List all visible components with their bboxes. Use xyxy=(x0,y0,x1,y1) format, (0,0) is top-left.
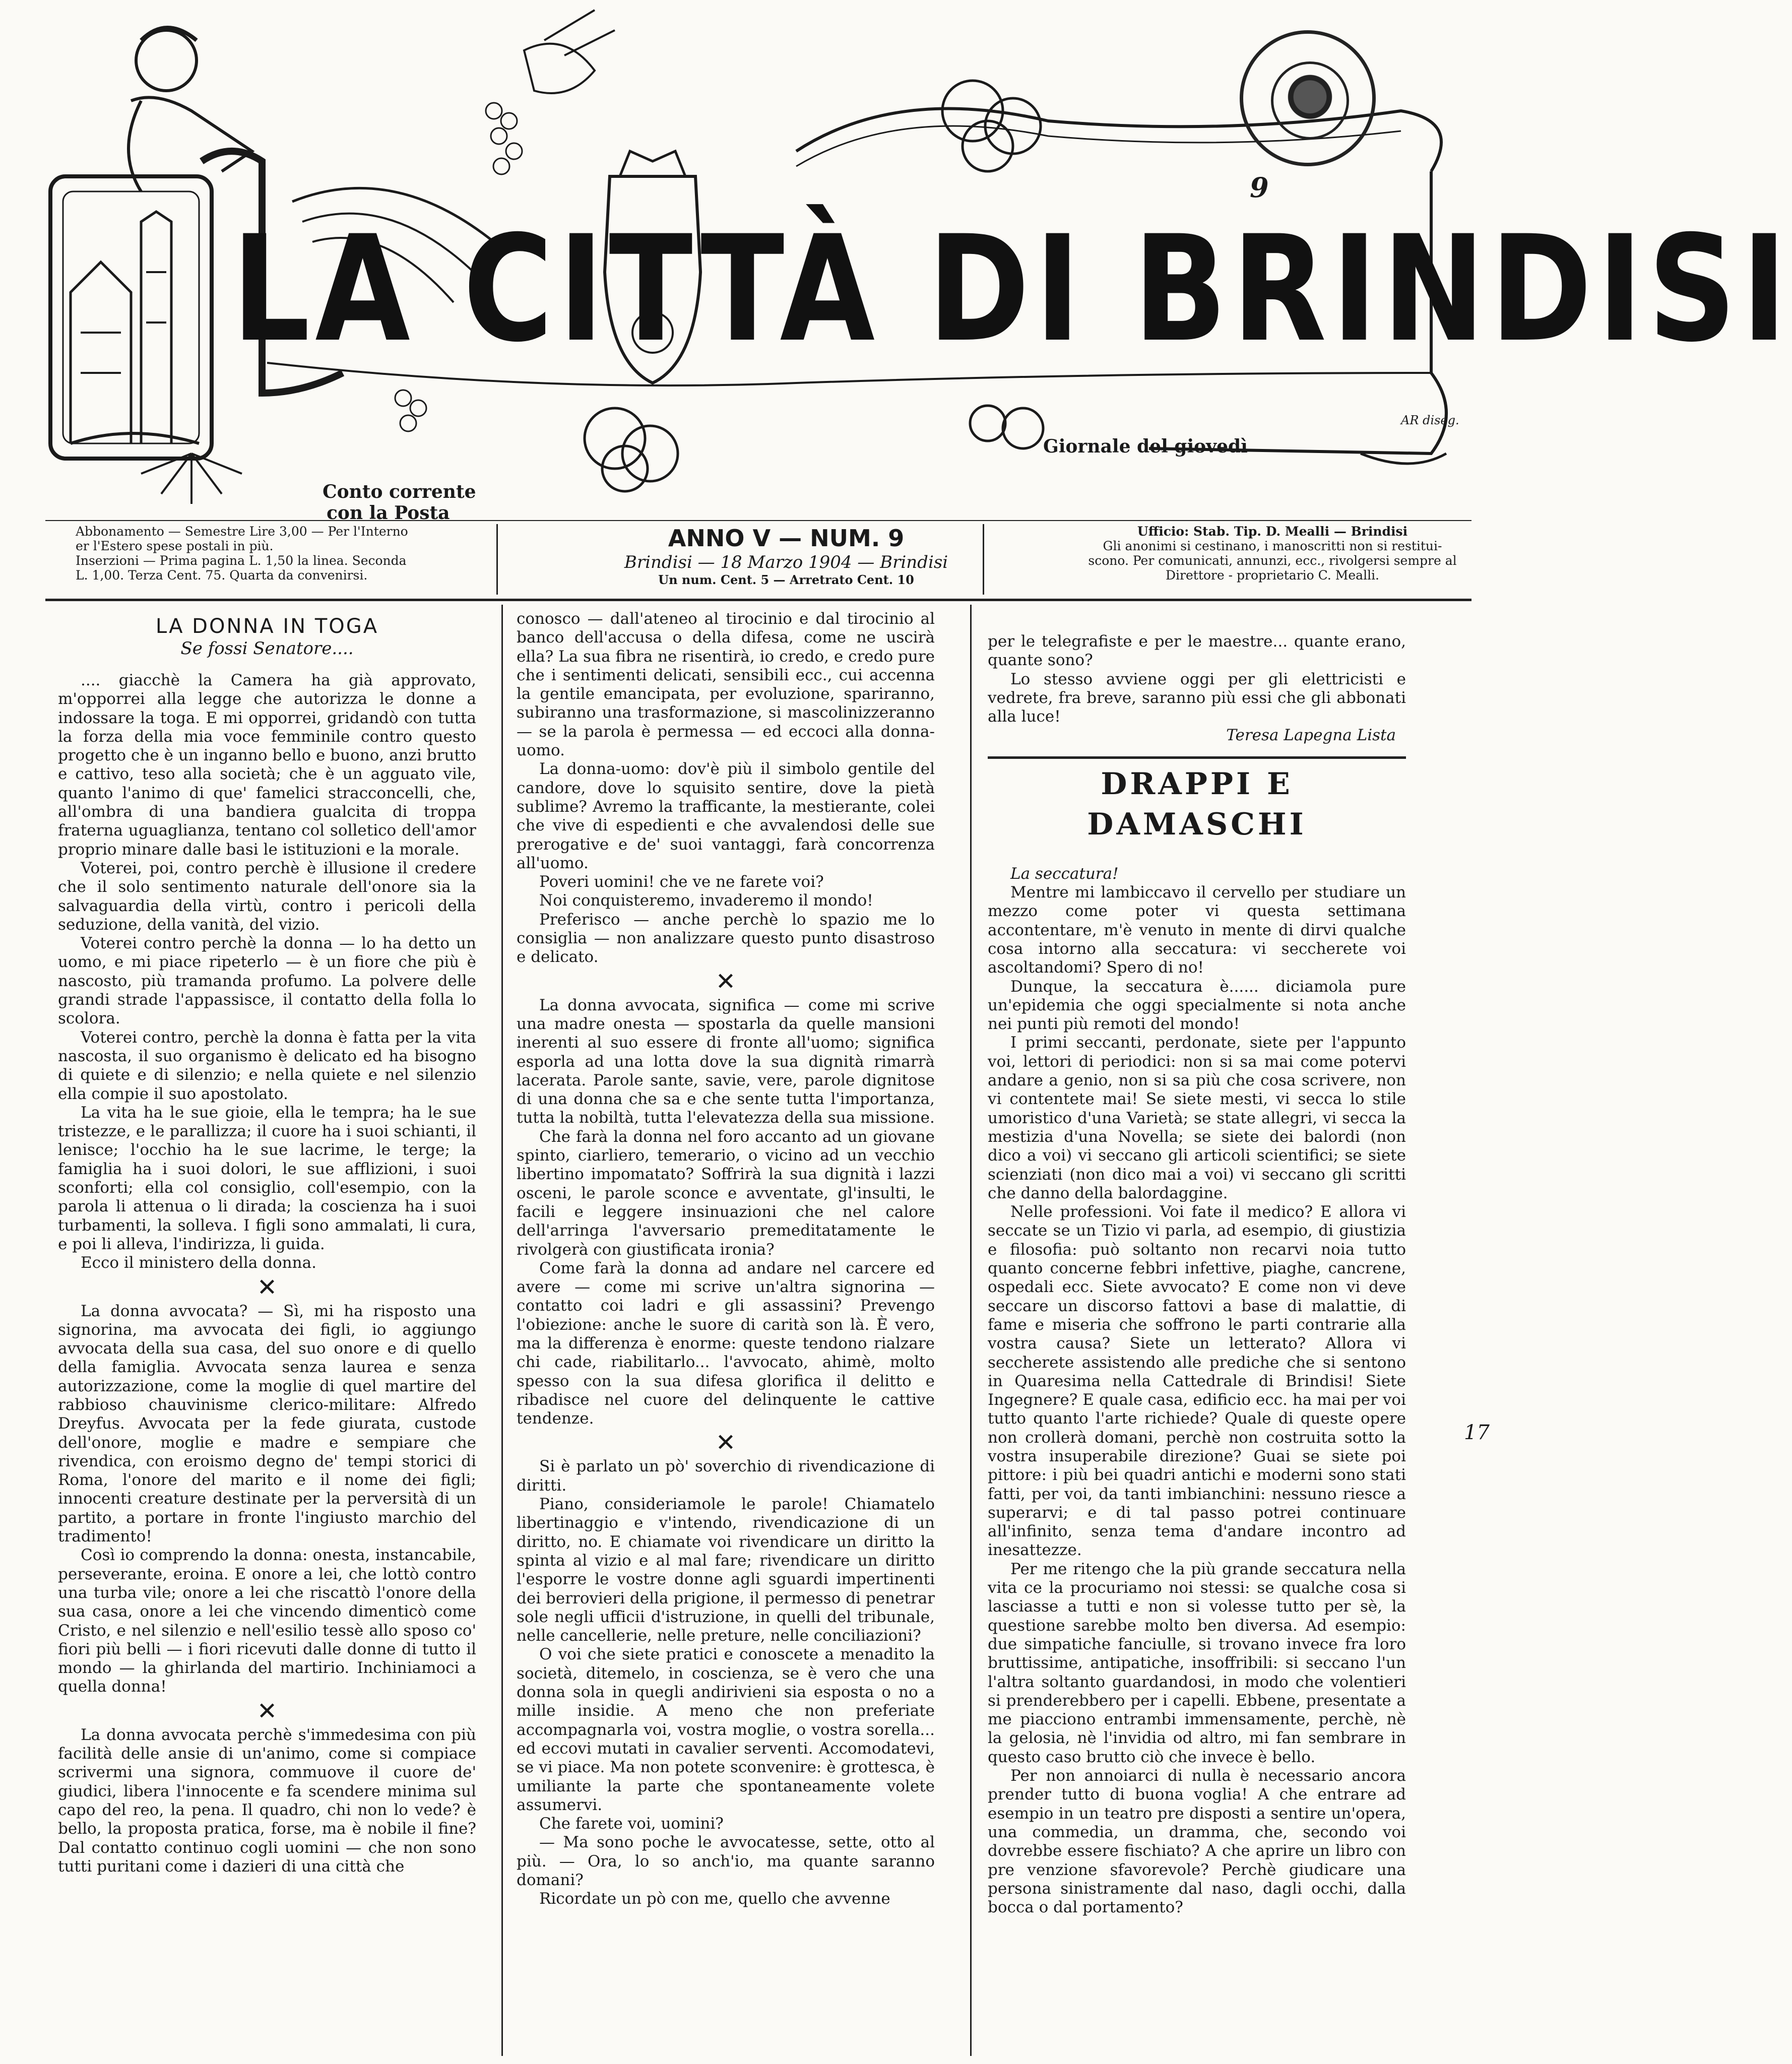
column-1 xyxy=(58,610,476,1876)
issue-number: ANNO V — NUM. 9 xyxy=(668,525,905,552)
newspaper-subtitle: Giornale del giovedì xyxy=(1043,436,1248,457)
paragraph: I primi seccanti, perdonate, siete per l'appunto voi, lettori di periodici: non si sa mai come potervi andare a genio, non si sa più che cosa scrivere, non vi contentete mai! Se siete mesti, vi secca lo stile umoristico d'una Varietà; se state allegri, vi secca la mestizia d'una Novella; se siete dei balordi (non dico a voi) vi seccano gli articoli scientifici; se siete scienziati (non dico mai a voi) vi seccano gli scritti che danno della balordaggine. xyxy=(988,1034,1406,1202)
paragraph: La donna avvocata perchè s'immedesima con più facilità delle ansie di un'animo, come si compiace scrivermi una signora, commuove il cuore de' giudici, libera l'innocente e fa scendere minima sul capo del reo, la pena. Il quadro, chi non lo vede? è bello, la proposta pratica, forse, ma è nobile il fine? Dal contatto continuo cogli uomini — che non sono tutti puritani come i dazieri di una città che xyxy=(58,1725,476,1876)
paragraph: — Ma sono poche le avvocatesse, sette, otto al più. — Ora, lo so anch'io, ma quante saranno domani? xyxy=(517,1833,935,1889)
dateline: Brindisi — 18 Marzo 1904 — Brindisi xyxy=(624,552,948,572)
handwritten-margin-note: 17 xyxy=(1464,1421,1490,1444)
paragraph: Lo stesso avviene oggi per gli elettricisti e vedrete, fra breve, saranno più essi che gli abbonati alla luce! xyxy=(988,670,1406,726)
newspaper-title: LA CITTÀ DI BRINDISI xyxy=(232,205,1792,374)
column-rule xyxy=(501,605,503,2056)
column-2 xyxy=(517,610,935,1909)
article-subtitle: Se fossi Senatore.... xyxy=(180,638,354,659)
paragraph: Ricordate un pò con me, quello che avvenne xyxy=(539,1890,890,1908)
subscription-info: Abbonamento — Semestre Lire 3,00 — Per l'Interno er l'Estero spese postali in più. Inserzioni — Prima pagina L. 1,50 la linea. Seconda L. 1,00. Terza Cent. 75. Quarta da convenirsi. xyxy=(76,524,408,583)
paragraph: Per non annoiarci di nulla è necessario ancora prender tutto di buona voglia! A che entrare ad esempio in un teatro pre disposti a sentire un'opera, una commedia, un dramma, che, secondo voi dovrebbe essere fischiato? A che aprire un libro con pre venzione sfavorevole? Perchè giudicare una persona sinistramente dal naso, dagli occhi, dalla bocca o dal portamento? xyxy=(988,1767,1406,1917)
section-separator-icon: ✕ xyxy=(257,1273,278,1302)
column-title: DRAPPI E DAMASCHI xyxy=(988,756,1406,845)
paragraph: La donna avvocata, significa — come mi scrive una madre onesta — spostarla da quelle mansioni inerenti al suo essere di fronte all'uomo; significa esporla ad una lotta dove la sua dignità rimarrà lacerata. Parole sante, savie, vere, parole dignitose di una donna che sa e che sente tutta l'importanza, tutta la nobiltà, tutta l'elevatezza della sua missione. xyxy=(517,996,935,1127)
paragraph: O voi che siete pratici e conoscete a menadito la società, ditemelo, in coscienza, se è vero che una donna sola in quegli andirivieni sia esposta o no a mille insidie. A meno che non preferiate accompagnarla voi, vostra moglie, o vostra sorella... ed eccovi mutati in cavalier serventi. Accomodatevi, se vi piace. Ma non potete sconvenire: è grottesca, è umiliante la parte che spontaneamente volete assumervi. xyxy=(517,1645,935,1814)
paragraph: La vita ha le sue gioie, ella le tempra; ha le sue tristezze, e le parallizza; il cuore ha i suoi schianti, il lenisce; l'occhio ha le sue lacrime, le terge; la famiglia ha i suoi dolori, le sue afflizioni, i suoi sconforti; ella col consiglio, coll'esempio, con la parola li attenua o li dirada; la coscienza ha i suoi turbamenti, la solleva. I figli sono ammalati, li cura, e poi li alleva, l'indirizza, li guida. xyxy=(58,1103,476,1253)
article-author: Teresa Lapegna Lista xyxy=(1226,726,1396,745)
paragraph: .... giacchè la Camera ha già approvato, m'opporrei alla legge che autorizza le donne a indossare la toga. E mi opporrei, gridandò con tutta la forza della mia voce femminile contro questo progetto che è un inganno bello e buono, anzi brutto e cattivo, teso alla società; che è un agguato vile, quanto l'animo di que' famelici stracconcelli, che, all'ombra di una bandiera gualcita di troppa fraterna uguaglianza, tentano col solletico dell'amor proprio minare dalle basi le istituzioni e la morale. xyxy=(58,671,476,859)
section-separator-icon: ✕ xyxy=(257,1697,278,1725)
header-rule xyxy=(45,520,1471,521)
paragraph: Poveri uomini! che ve ne farete voi? xyxy=(539,873,824,891)
paragraph: Piano, consideriamole le parole! Chiamatelo libertinaggio e v'intendo, rivendicazione di un diritto, no. E chiamate voi rivendicare un diritto la spinta al vizio e al mal fare; rivendicare un diritto l'esporre le vostre donne agli sguardi impertinenti dei berrovieri della prigione, il permesso di penetrar sole negli ufficii d'istruzione, in quelli del tribunale, nelle cancellerie, nelle preture, nelle conciliazioni? xyxy=(517,1495,935,1645)
header-double-rule xyxy=(45,599,1471,601)
info-bar xyxy=(45,524,1471,600)
paragraph: per le telegrafiste e per le maestre... quante erano, quante sono? xyxy=(988,632,1406,670)
paragraph: Per me ritengo che la più grande seccatura nella vita ce la procuriamo noi stessi: se qualche cosa si lasciasse a tutti e non si volesse tutto per sè, la questione sarebbe molto ben diversa. Ad esempio: due simpatiche fanciulle, si trovano invece fra loro bruttissime, antipatiche, insoffribili: si seccano l'un l'altra soltanto guardandosi, in modo che volentieri si prenderebbero per i capelli. Ebbene, presentate a me piacciono entrambi immensamente, perchè, nè la gelosia, nè l'invidia od altro, mi fan sembrare in questo caso brutto ciò che invece è bello. xyxy=(988,1560,1406,1766)
stamp-number: 9 xyxy=(1250,171,1269,204)
info-divider xyxy=(983,524,984,595)
price: Un num. Cent. 5 — Arretrato Cent. 10 xyxy=(658,572,914,587)
paragraph: Preferisco — anche perchè lo spazio me lo consiglia — non analizzare questo punto disastroso e delicato. xyxy=(517,910,935,966)
info-divider xyxy=(496,524,498,595)
paragraph: Nelle professioni. Voi fate il medico? E allora vi seccate se un Tizio vi parla, ad esempio, di giustizia e filosofia: può soltanto non recarvi noia tutto quanto concerne febbri infettive, piaghe, cancrene, ospedali ecc. Siete avvocato? E come non vi deve seccare un discorso fattovi a base di malattie, di fame e miseria che soffrono le parti contrarie alla vostra causa? Siete un letterato? Allora vi seccherete assistendo alle prediche che si sentono in Quaresima nella Cattedrale di Brindisi! Siete Ingegnere? E quale casa, edificio ecc. ha mai per voi tutto quanto l'arte richiede? Quale di queste opere non crollerà domani, perchè non costruita sotto la vostra insuperabile direzione? Guai se siete poi pittore: i più bei quadri antichi e moderni sono stati fatti, per voi, da tanti imbianchini: nessuno riesce a superarvi; e di tal passo potrei continuare all'infinito, senza tema d'andare incontro ad inesattezze. xyxy=(988,1203,1406,1560)
paragraph: Voterei, poi, contro perchè è illusione il credere che il solo sentimento naturale dell'onore sia la salvaguardia della virtù, contro i pericoli della seduzione, della vanità, del vizio. xyxy=(58,859,476,934)
paragraph: Dunque, la seccatura è...... diciamola pure un'epidemia che oggi specialmente si nota anche nei punti più remoti del mondo! xyxy=(988,977,1406,1034)
section-subhead: La seccatura! xyxy=(1010,864,1119,883)
column-3 xyxy=(988,632,1406,1917)
paragraph: Mentre mi lambiccavo il cervello per studiare un mezzo come poter vi questa settimana accontentare, m'è venuto in mente di dirvi qualche cosa intorno alla seccatura: vi seccherete voi ascoltandomi? Spero di no! xyxy=(988,883,1406,977)
paragraph: Così io comprendo la donna: onesta, instancabile, perseverante, eroina. E onore a lei, che lottò contro una turba vile; onore a lei che riscattò l'onore della sua casa, onore a lei che vincendo dimenticò come Cristo, e nel silenzio e nell'esilio tessè allo sposo co' fiori più belli — i fiori ricevuti dalle donne di tutto il mondo — la ghirlanda del martirio. Inchiniamoci a quella donna! xyxy=(58,1546,476,1696)
paragraph: Voterei contro, perchè la donna è fatta per la vita nascosta, il suo organismo è delicato ed ha bisogno di quiete e di silenzio; e nella quiete e nel silenzio ella compie il suo apostolato. xyxy=(58,1028,476,1103)
paragraph: Che farete voi, uomini? xyxy=(539,1815,724,1833)
paragraph: conosco — dall'ateneo al tirocinio e dal tirocinio al banco dell'accusa o della difesa, come ne uscirà ella? La sua fibra ne risentirà, io credo, e credo pure che i sentimenti delicati, sensibili ecc., cui accenna la gentile emancipata, per evoluzione, spariranno, subiranno una trasformazione, si mascolinizzeranno — se la parola è permessa — ed eccoci alla donna-uomo. xyxy=(517,610,935,760)
paragraph: Noi conquisteremo, invaderemo il mondo! xyxy=(539,891,873,910)
stamp-emblem-icon xyxy=(1271,61,1349,140)
issue-info xyxy=(559,524,1013,587)
office-info: Ufficio: Stab. Tip. D. Mealli — Brindisi Gli anonimi si cestinano, i manoscritti non si restitui- scono. Per comunicati, annunzi, ecc., rivolgersi sempre al Direttore - proprietario C. Mealli. xyxy=(1088,524,1457,583)
section-separator-icon: ✕ xyxy=(715,967,736,996)
section-separator-icon: ✕ xyxy=(715,1429,736,1457)
library-stamp xyxy=(1240,30,1376,166)
paragraph: La donna-uomo: dov'è più il simbolo gentile del candore, dove lo squisito sentire, dove la pietà sublime? Avremo la trafficante, la mestierante, colei che vive di espedienti e che avvalendosi delle sue prerogative e de' suoi vantaggi, farà concorrenza all'uomo. xyxy=(517,760,935,872)
paragraph: Come farà la donna ad andare nel carcere ed avere — come mi scrive un'altra signorina — contatto coi ladri e gli assassini? Prevengo l'obiezione: anche le suore di carità son là. È vero, ma la differenza è enorme: queste tendono rialzare chi cade, riabilitarlo... l'avvocato, ahimè, molto spesso con la sua difesa glorifica il delitto e ribadisce nel cuore del delinquente le cattive tendenze. xyxy=(517,1259,935,1428)
paragraph: Si è parlato un pò' soverchio di rivendicazione di diritti. xyxy=(517,1457,935,1495)
paragraph: Ecco il ministero della donna. xyxy=(81,1254,316,1272)
masthead xyxy=(40,10,1792,524)
paragraph: Voterei contro perchè la donna — lo ha detto un uomo, e mi piace ripeterlo — è un fiore che più è nascosto, più tramanda profumo. La polvere delle grandi strade l'appassisce, il contatto della folla lo scolora. xyxy=(58,934,476,1028)
illustrator-signature: AR diseg. xyxy=(1401,413,1459,427)
postal-account-note: Conto corrente con la Posta xyxy=(323,481,476,524)
paragraph: La donna avvocata? — Sì, mi ha risposto una signorina, ma avvocata dei figli, io aggiungo avvocata della sua casa, del suo onore e di quello della famiglia. Avvocata senza laurea e senza autorizzazione, come la moglie di quel martire del rabbioso chauvinisme clerico-militare: Alfredo Dreyfus. Avvocata per la fede giurata, custode dell'onore, moglie e madre e sempiare che rivendica, con eroismo degno de' tempi storici di Roma, l'onore del marito e il nome dei figli; innocenti creature destinate per la perversità di un partito, a portare in fronte l'ingiusto marchio del tradimento! xyxy=(58,1302,476,1546)
article-title: LA DONNA IN TOGA xyxy=(155,615,379,638)
paragraph: Che farà la donna nel foro accanto ad un giovane spinto, ciarliero, temerario, o vicino ad un vecchio libertino impomatato? Soffrirà la sua dignità i lazzi osceni, le parole sconce e avventate, gl'insulti, le facili e leggere insinuazioni che nel calore dell'arringa l'avversario premeditatamente le rivolgerà con giustificata ironia? xyxy=(517,1127,935,1259)
column-rule xyxy=(970,605,972,2056)
